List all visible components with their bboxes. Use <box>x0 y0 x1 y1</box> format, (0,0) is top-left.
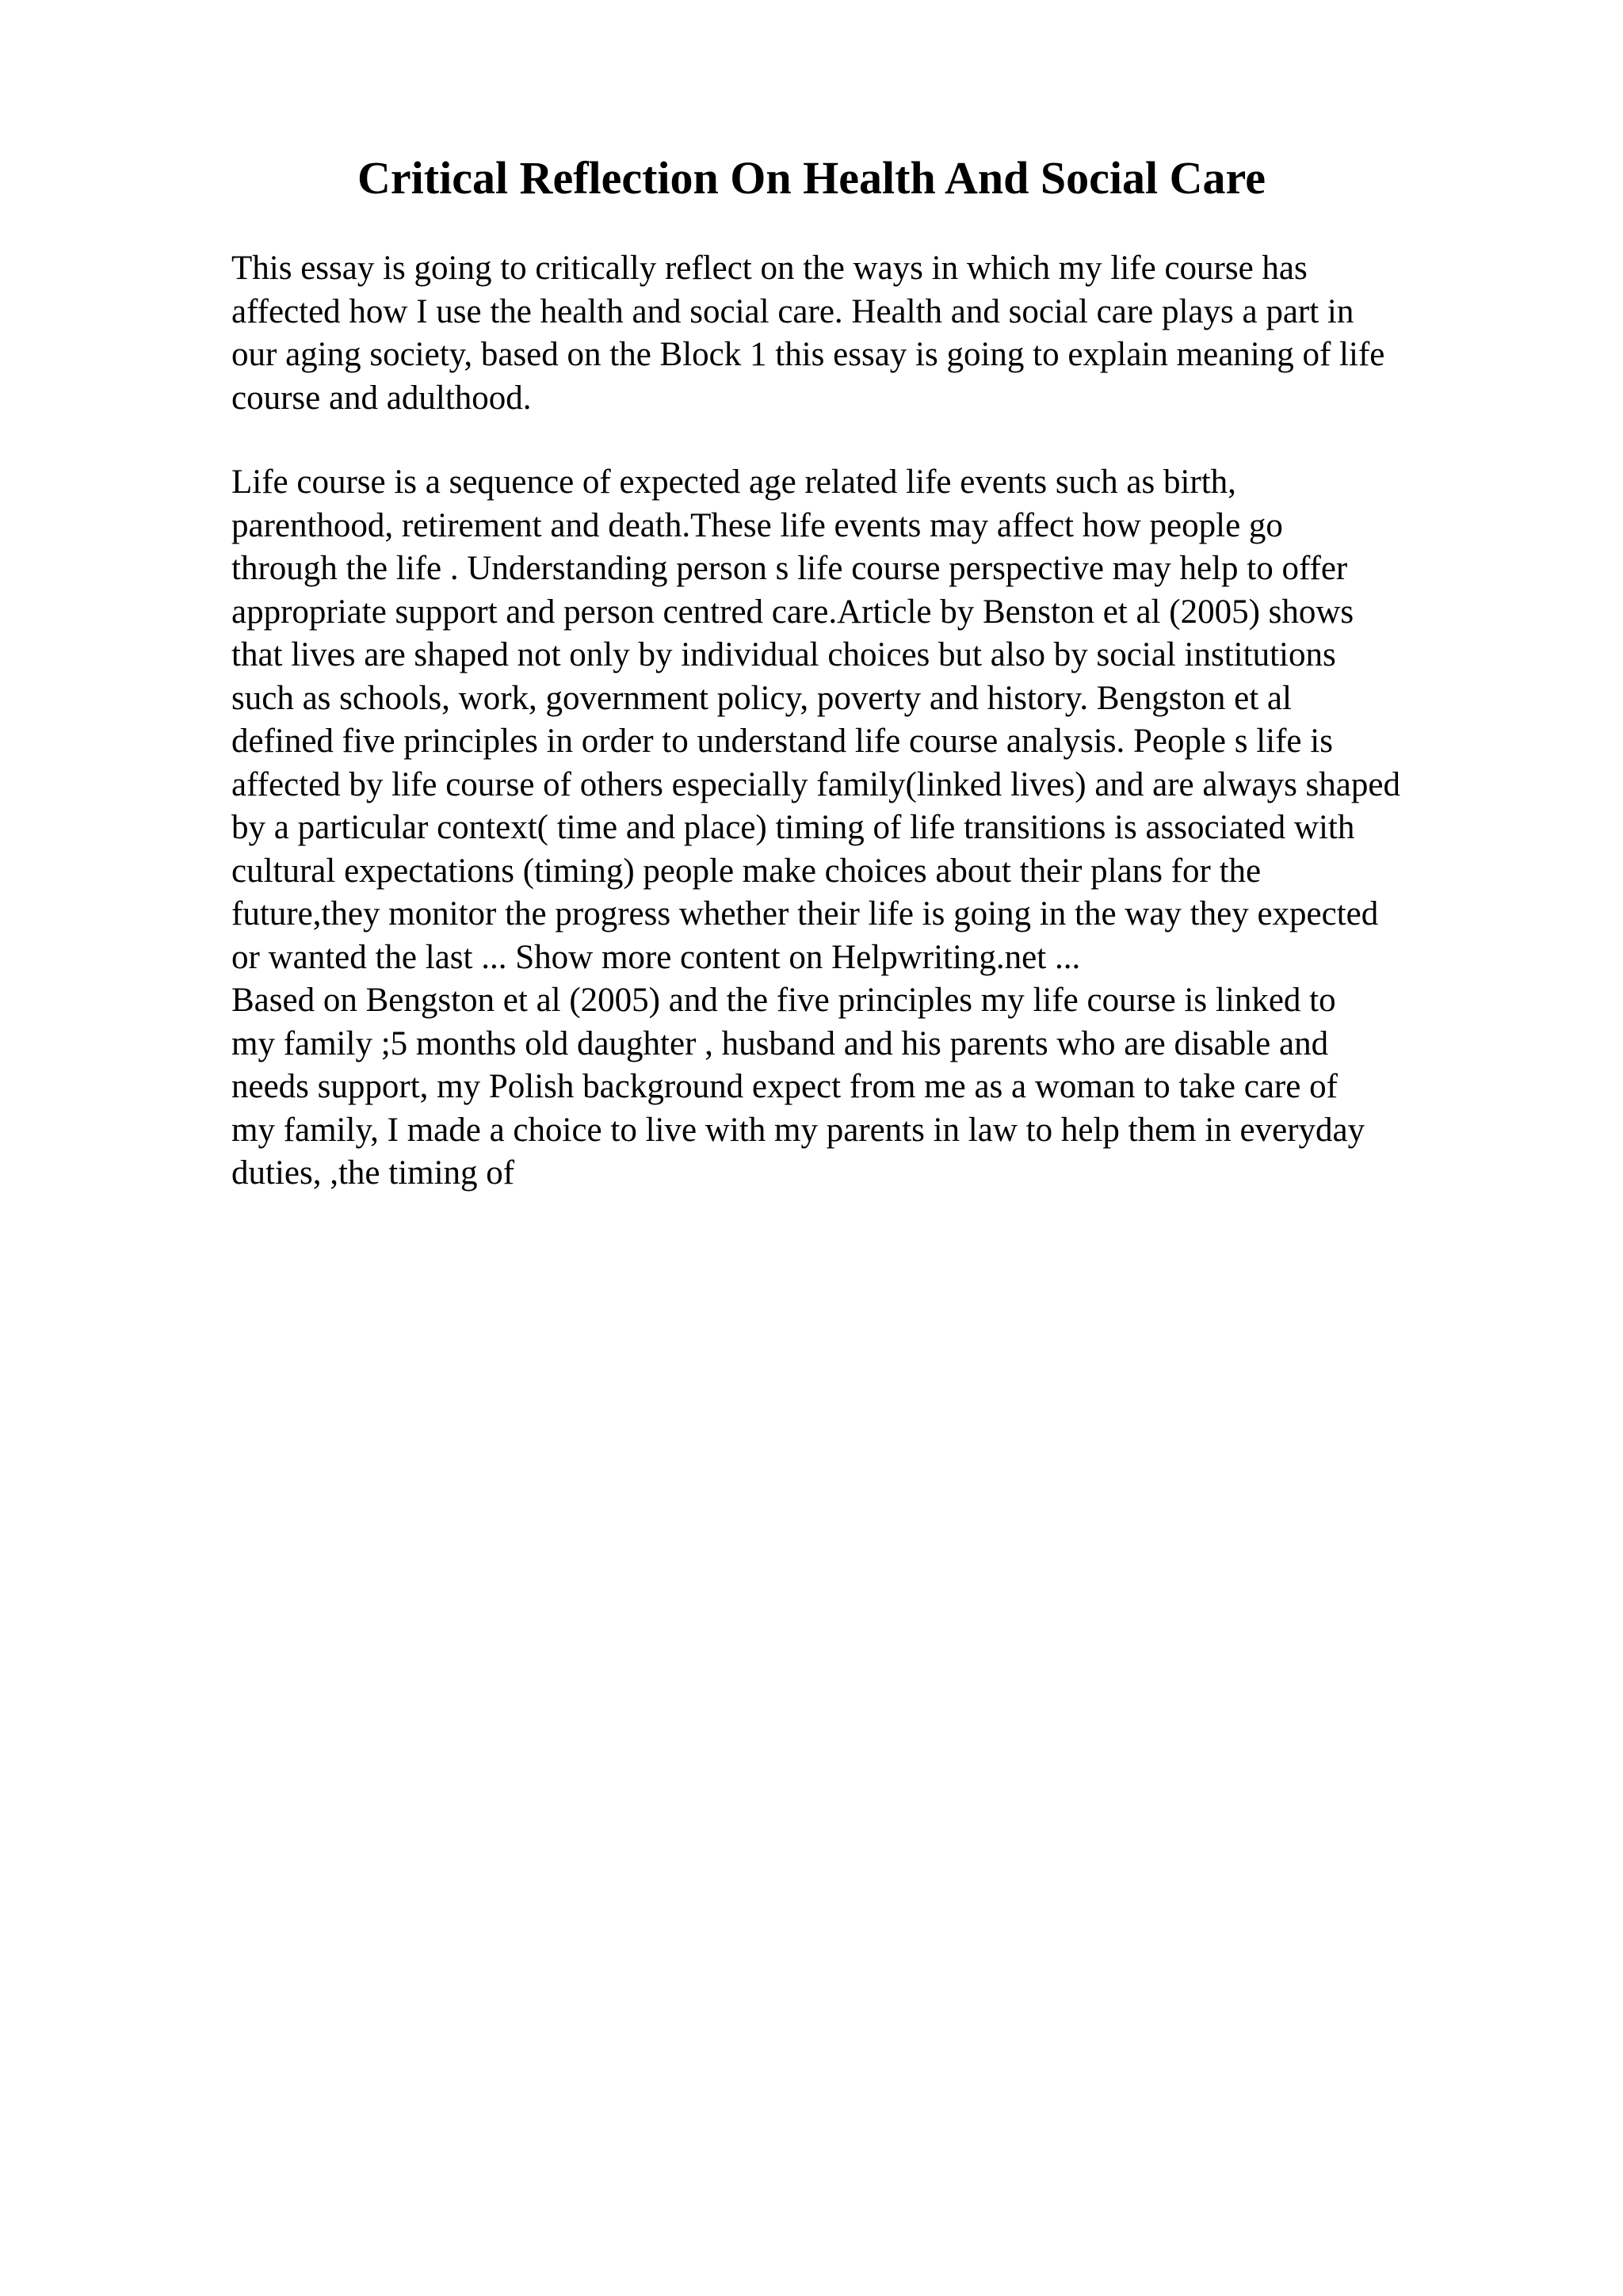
paragraph-line: This essay is going to critically reflect on the ways in which my life course has <box>231 250 1308 287</box>
paragraph-line: appropriate support and person centred care.Article by Benston et al (2005) shows <box>231 593 1354 631</box>
paragraph-line: affected by life course of others especially family(linked lives) and are always shaped <box>231 765 1400 803</box>
paragraph-line: course and adulthood. <box>231 379 532 417</box>
paragraph-line: or wanted the last ... Show more content on Helpwriting.net ... <box>231 938 1081 976</box>
paragraph-line: that lives are shaped not only by individual choices but also by social institutions <box>231 636 1336 673</box>
paragraph-line: Based on Bengston et al (2005) and the five principles my life course is linked to <box>231 982 1336 1019</box>
paragraph-line: our aging society, based on the Block 1 this essay is going to explain meaning of life <box>231 336 1385 373</box>
paragraph-line: needs support, my Polish background expect from me as a woman to take care of <box>231 1068 1338 1105</box>
paragraph-line: my family ;5 months old daughter , husband and his parents who are disable and <box>231 1024 1329 1062</box>
paragraph-line: duties, ,the timing of <box>231 1154 515 1192</box>
paragraph-line: by a particular context( time and place) timing of life transitions is associated with <box>231 809 1355 846</box>
paragraph-intro <box>231 247 1384 420</box>
paragraph-line: defined five principles in order to understand life course analysis. People s life is <box>231 723 1333 760</box>
paragraph-line: my family, I made a choice to live with my parents in law to help them in everyday <box>231 1111 1365 1149</box>
paragraph-line: such as schools, work, government policy, poverty and history. Bengston et al <box>231 679 1292 717</box>
paragraph-line: Life course is a sequence of expected age related life events such as birth, <box>231 463 1236 501</box>
document-title: Critical Reflection On Health And Social Care <box>357 152 1266 204</box>
paragraph-line: parenthood, retirement and death.These life events may affect how people go <box>231 506 1283 544</box>
paragraph-line: cultural expectations (timing) people make choices about their plans for the <box>231 852 1262 890</box>
paragraph-life-course <box>231 461 1400 979</box>
paragraph-line: affected how I use the health and social care. Health and social care plays a part in <box>231 292 1354 330</box>
paragraph-line: future,they monitor the progress whether their life is going in the way they expected <box>231 895 1379 933</box>
paragraph-line: through the life . Understanding person s life course perspective may help to offer <box>231 550 1348 587</box>
paragraph-bengston <box>231 979 1365 1196</box>
